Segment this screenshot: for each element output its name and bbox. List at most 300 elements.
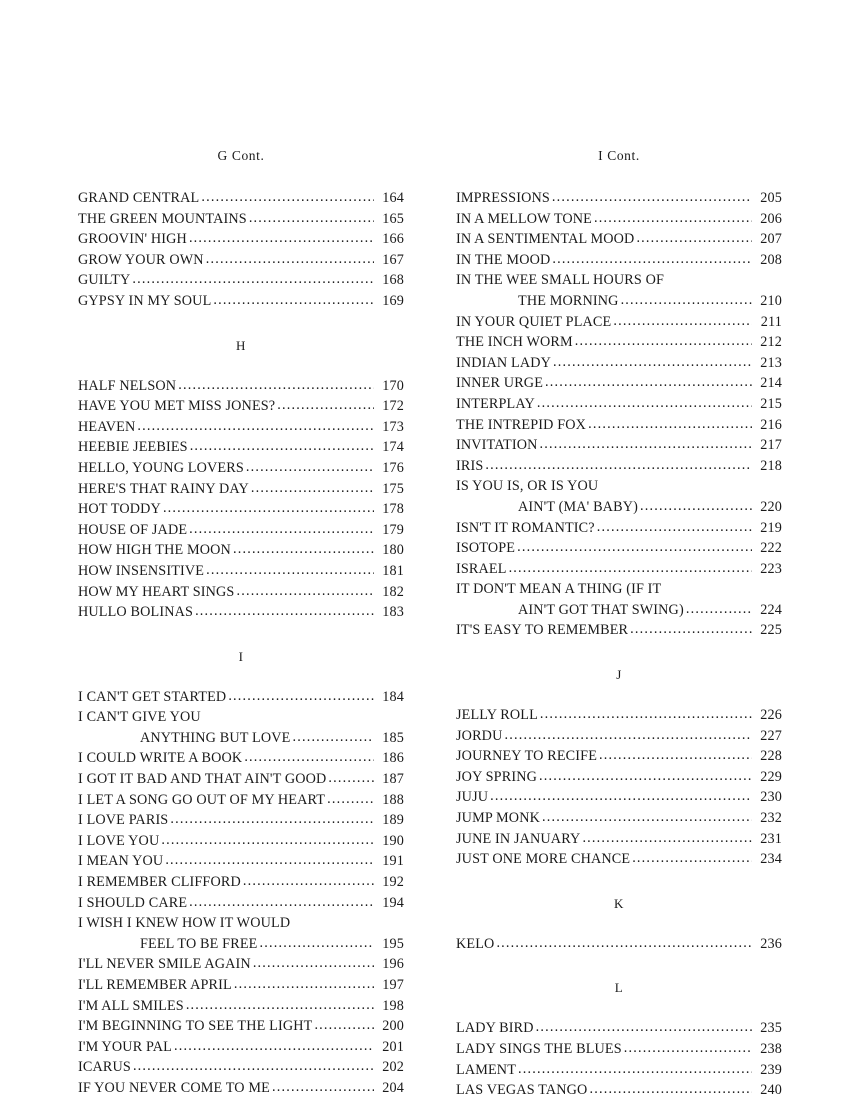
index-entry-page-number: 167 — [382, 251, 404, 268]
index-entry-title: I'M ALL SMILES — [78, 997, 184, 1014]
index-entry-title: IN THE MOOD — [456, 251, 551, 268]
index-entry[interactable] — [78, 851, 404, 872]
dot-leader — [624, 1038, 752, 1059]
index-entry-title: JORDU — [456, 727, 503, 744]
index-entry-list — [78, 376, 404, 623]
index-entry-page-number: 214 — [760, 375, 782, 392]
index-entry-list — [456, 934, 782, 955]
index-entry-title: JELLY ROLL — [456, 707, 538, 724]
index-entry-page-number: 194 — [382, 894, 404, 911]
index-entry-page-number: 176 — [382, 459, 404, 476]
index-entry-title: HELLO, YOUNG LOVERS — [78, 459, 244, 476]
index-entry-title: THE GREEN MOUNTAINS — [78, 210, 247, 227]
index-entry-page-number: 230 — [760, 789, 782, 806]
section-letter-heading: L — [614, 980, 624, 996]
dot-leader — [137, 416, 374, 437]
index-entry[interactable] — [78, 728, 404, 749]
index-entry-title: I'LL REMEMBER APRIL — [78, 977, 232, 993]
index-entry-page-number: 211 — [760, 313, 782, 330]
index-entry-title: ISN'T IT ROMANTIC? — [456, 519, 595, 536]
index-entry[interactable] — [456, 497, 782, 518]
index-entry-page-number: 219 — [760, 519, 782, 536]
dot-leader — [233, 539, 374, 560]
index-entry-page-number: 220 — [760, 498, 782, 515]
dot-leader — [599, 745, 752, 766]
index-column-right — [456, 148, 782, 1101]
dot-leader — [582, 828, 752, 849]
index-entry[interactable] — [456, 1080, 782, 1101]
column-body-left — [78, 188, 404, 1099]
dot-leader — [613, 311, 752, 332]
index-entry[interactable] — [456, 229, 782, 250]
index-entry[interactable] — [78, 831, 404, 852]
index-entry-title: I LOVE YOU — [78, 832, 160, 849]
index-entry-title: HEAVEN — [78, 418, 136, 435]
index-entry[interactable] — [456, 829, 782, 850]
index-entry-title: I'M YOUR PAL — [78, 1038, 172, 1055]
index-entry-title: JUNE IN JANUARY — [456, 830, 581, 847]
index-entry-title: INDIAN LADY — [456, 354, 552, 371]
index-entry-page-number: 192 — [382, 874, 404, 891]
section-letter-heading: H — [236, 337, 246, 353]
dot-leader — [253, 953, 374, 974]
index-entry-page-number: 228 — [760, 748, 782, 765]
index-entry-page-number: 217 — [760, 437, 782, 454]
index-entry-list — [78, 687, 404, 1099]
index-entry-title: THE INCH WORM — [456, 334, 573, 351]
index-entry-title: GUILTY — [78, 272, 131, 289]
index-entry-title: I'LL NEVER SMILE AGAIN — [78, 956, 251, 973]
dot-leader — [206, 249, 374, 270]
index-entry-title-wrap[interactable] — [456, 579, 782, 600]
index-entry-title: I'M BEGINNING TO SEE THE LIGHT — [78, 1018, 313, 1035]
index-entry-list — [456, 705, 782, 870]
index-entry-page-number: 185 — [382, 729, 404, 746]
dot-leader — [632, 848, 752, 869]
index-entry-list — [456, 1018, 782, 1100]
index-entry-title: LAS VEGAS TANGO — [456, 1082, 588, 1099]
index-entry[interactable] — [456, 746, 782, 767]
index-entry-title: LADY BIRD — [456, 1020, 534, 1037]
index-entry-title: IT DON'T MEAN A THING (IF IT — [456, 581, 662, 598]
dot-leader — [170, 809, 374, 830]
index-entry-title: ANYTHING BUT LOVE — [140, 729, 291, 746]
dot-leader — [244, 747, 374, 768]
index-entry-page-number: 223 — [760, 560, 782, 577]
index-entry-page-number: 226 — [760, 707, 782, 724]
index-columns — [78, 148, 786, 1101]
index-entry-title: JUJU — [456, 789, 489, 806]
index-entry-title: HEEBIE JEEBIES — [78, 439, 188, 456]
index-entry-page-number: 207 — [760, 231, 782, 248]
index-entry-page-number: 174 — [382, 439, 404, 456]
index-entry-title: HOW HIGH THE MOON — [78, 542, 231, 559]
index-entry[interactable] — [78, 602, 404, 623]
index-entry-page-number: 215 — [760, 395, 782, 412]
index-entry-title: AIN'T GOT THAT SWING) — [518, 601, 684, 618]
index-entry-title-wrap[interactable] — [78, 707, 404, 728]
index-entry-title: GROOVIN' HIGH — [78, 231, 187, 248]
index-entry-title: I CAN'T GIVE YOU — [78, 709, 201, 726]
dot-leader — [496, 933, 752, 954]
index-entry-page-number: 188 — [382, 791, 404, 808]
index-entry[interactable] — [456, 518, 782, 539]
dot-leader — [545, 372, 752, 393]
index-entry[interactable] — [456, 620, 782, 641]
dot-leader — [636, 228, 752, 249]
index-entry-page-number: 200 — [382, 1018, 404, 1035]
index-entry[interactable] — [456, 291, 782, 312]
index-entry-page-number: 189 — [382, 812, 404, 829]
index-entry-page-number: 213 — [760, 354, 782, 371]
index-entry[interactable] — [78, 417, 404, 438]
index-entry-title: LAMENT — [456, 1061, 517, 1078]
index-entry[interactable] — [78, 975, 404, 996]
index-entry[interactable] — [456, 373, 782, 394]
index-entry[interactable] — [78, 561, 404, 582]
index-entry[interactable] — [78, 954, 404, 975]
dot-leader — [540, 704, 752, 725]
index-entry[interactable] — [78, 250, 404, 271]
index-entry-page-number: 216 — [760, 416, 782, 433]
index-entry-page-number: 201 — [382, 1038, 404, 1055]
index-entry-title: IN THE WEE SMALL HOURS OF — [456, 272, 665, 289]
index-entry-title: JOURNEY TO RECIFE — [456, 748, 598, 765]
index-entry[interactable] — [78, 810, 404, 831]
index-entry-page-number: 224 — [760, 601, 782, 618]
column-body-right — [456, 188, 782, 1101]
index-entry-page-number: 190 — [382, 832, 404, 849]
index-entry-page-number: 231 — [760, 830, 782, 847]
index-entry-page-number: 173 — [382, 418, 404, 435]
dot-leader — [552, 249, 752, 270]
index-entry[interactable] — [456, 726, 782, 747]
dot-leader — [163, 498, 374, 519]
index-entry-page-number: 234 — [760, 851, 782, 868]
index-entry[interactable] — [456, 209, 782, 230]
index-entry[interactable] — [78, 1057, 404, 1078]
dot-leader — [249, 208, 374, 229]
index-entry-title-wrap[interactable] — [456, 270, 782, 291]
dot-leader — [640, 496, 752, 517]
index-entry-page-number: 195 — [382, 935, 404, 952]
index-entry-page-number: 172 — [382, 398, 404, 415]
index-entry-page-number: 184 — [382, 688, 404, 705]
index-entry[interactable] — [78, 1016, 404, 1037]
index-entry-title: HOT TODDY — [78, 501, 161, 518]
index-entry[interactable] — [78, 790, 404, 811]
index-entry-page-number: 198 — [382, 997, 404, 1014]
index-entry-page-number: 239 — [760, 1061, 782, 1078]
index-entry[interactable] — [456, 188, 782, 209]
index-entry-page-number: 179 — [382, 521, 404, 538]
index-entry[interactable] — [78, 893, 404, 914]
index-entry[interactable] — [78, 188, 404, 209]
index-entry-title: FEEL TO BE FREE — [140, 935, 258, 952]
index-entry-page-number: 180 — [382, 542, 404, 559]
index-entry-page-number: 187 — [382, 771, 404, 788]
index-entry-page-number: 181 — [382, 562, 404, 579]
dot-leader — [190, 436, 374, 457]
index-entry-title: KELO — [456, 935, 495, 952]
index-entry[interactable] — [456, 934, 782, 955]
section-letter-heading: J — [616, 667, 622, 683]
index-entry-page-number: 182 — [382, 583, 404, 600]
index-entry-title: GYPSY IN MY SOUL — [78, 292, 212, 309]
index-entry[interactable] — [78, 996, 404, 1017]
index-entry[interactable] — [456, 394, 782, 415]
index-entry-title: LADY SINGS THE BLUES — [456, 1041, 622, 1057]
index-entry-page-number: 165 — [382, 210, 404, 227]
index-entry[interactable] — [78, 437, 404, 458]
index-entry[interactable] — [78, 582, 404, 603]
index-entry-page-number: 197 — [382, 977, 404, 993]
index-column-left — [78, 148, 404, 1101]
index-entry[interactable] — [456, 808, 782, 829]
dot-leader — [621, 290, 752, 311]
index-entry[interactable] — [456, 538, 782, 559]
index-entry[interactable] — [456, 600, 782, 621]
index-entry-title: HULLO BOLINAS — [78, 604, 194, 621]
dot-leader — [589, 1079, 752, 1100]
index-entry[interactable] — [78, 291, 404, 312]
dot-leader — [552, 187, 752, 208]
index-entry-title: I CAN'T GET STARTED — [78, 688, 227, 705]
index-entry-page-number: 238 — [760, 1041, 782, 1057]
index-entry[interactable] — [78, 479, 404, 500]
index-entry-title: ISRAEL — [456, 560, 507, 577]
index-entry-title: JUMP MONK — [456, 810, 540, 827]
index-entry-title: INVITATION — [456, 437, 538, 454]
index-entry-page-number: 210 — [760, 292, 782, 309]
index-entry-page-number: 225 — [760, 622, 782, 639]
index-entry[interactable] — [456, 250, 782, 271]
dot-leader — [537, 393, 752, 414]
index-entry-title: I WISH I KNEW HOW IT WOULD — [78, 915, 291, 932]
index-entry-list — [78, 188, 404, 312]
dot-leader — [189, 228, 374, 249]
index-entry-page-number: 235 — [760, 1020, 782, 1037]
index-entry[interactable] — [456, 849, 782, 870]
dot-leader — [243, 871, 374, 892]
index-entry[interactable] — [78, 1037, 404, 1058]
index-entry-page-number: 191 — [382, 853, 404, 870]
dot-leader — [536, 1017, 752, 1038]
index-entry-page-number: 168 — [382, 272, 404, 289]
dot-leader — [553, 352, 752, 373]
index-entry-page-number: 166 — [382, 231, 404, 248]
index-entry[interactable] — [78, 1078, 404, 1099]
index-entry-title: HOW INSENSITIVE — [78, 562, 205, 579]
dot-leader — [518, 1059, 752, 1080]
index-entry[interactable] — [456, 787, 782, 808]
index-entry[interactable] — [456, 559, 782, 580]
index-entry-page-number: 205 — [760, 190, 782, 206]
index-entry-title: IN A SENTIMENTAL MOOD — [456, 231, 635, 248]
dot-leader — [594, 208, 752, 229]
index-entry-title: HOW MY HEART SINGS — [78, 583, 235, 600]
index-entry-title: ICARUS — [78, 1059, 131, 1076]
dot-leader — [174, 1036, 374, 1057]
dot-leader — [228, 686, 374, 707]
dot-leader — [132, 269, 374, 290]
index-entry-title: HALF NELSON — [78, 377, 177, 394]
index-entry-title: THE INTREPID FOX — [456, 416, 587, 433]
index-entry-page-number: 178 — [382, 501, 404, 518]
index-entry[interactable] — [456, 1039, 782, 1060]
index-entry-title: I LET A SONG GO OUT OF MY HEART — [78, 791, 326, 808]
index-entry-title: IN YOUR QUIET PLACE — [456, 313, 612, 330]
dot-leader — [630, 619, 752, 640]
index-entry[interactable] — [456, 312, 782, 333]
index-entry-title: ISOTOPE — [456, 540, 516, 557]
index-entry-title-wrap[interactable] — [456, 476, 782, 497]
index-entry-page-number: 175 — [382, 480, 404, 497]
index-entry-title: GROW YOUR OWN — [78, 251, 204, 268]
dot-leader — [327, 789, 374, 810]
index-entry-title: I GOT IT BAD AND THAT AIN'T GOOD — [78, 771, 327, 788]
index-entry-page-number: 164 — [382, 190, 404, 206]
dot-leader — [328, 768, 374, 789]
index-entry[interactable] — [456, 332, 782, 353]
index-entry[interactable] — [456, 1018, 782, 1039]
index-entry[interactable] — [456, 456, 782, 477]
dot-leader — [588, 414, 752, 435]
dot-leader — [165, 850, 374, 871]
index-entry-title: I REMEMBER CLIFFORD — [78, 874, 241, 891]
index-entry[interactable] — [78, 769, 404, 790]
index-entry[interactable] — [456, 435, 782, 456]
index-entry-title: IF YOU NEVER COME TO ME — [78, 1079, 270, 1096]
dot-leader — [542, 807, 752, 828]
dot-leader — [189, 519, 374, 540]
dot-leader — [485, 455, 752, 476]
dot-leader — [251, 478, 374, 499]
index-entry[interactable] — [78, 934, 404, 955]
index-entry-page-number: 229 — [760, 768, 782, 785]
index-entry-title: HERE'S THAT RAINY DAY — [78, 480, 249, 497]
index-entry-page-number: 206 — [760, 210, 782, 227]
dot-leader — [133, 1056, 374, 1077]
dot-leader — [186, 995, 374, 1016]
index-entry[interactable] — [456, 705, 782, 726]
dot-leader — [259, 933, 374, 954]
index-entry-title: HOUSE OF JADE — [78, 521, 188, 538]
index-entry-title: IRIS — [456, 457, 484, 474]
index-entry[interactable] — [78, 270, 404, 291]
index-entry[interactable] — [78, 872, 404, 893]
section-letter-heading: K — [614, 895, 624, 911]
dot-leader — [314, 1015, 374, 1036]
index-entry-title: INNER URGE — [456, 375, 544, 392]
dot-leader — [246, 457, 374, 478]
index-entry-list — [456, 188, 782, 641]
index-entry-title: I COULD WRITE A BOOK — [78, 750, 243, 767]
index-entry-title: JOY SPRING — [456, 768, 537, 785]
index-entry[interactable] — [78, 209, 404, 230]
dot-leader — [272, 1077, 374, 1098]
dot-leader — [539, 766, 752, 787]
index-entry-title: IS YOU IS, OR IS YOU — [456, 478, 599, 495]
section-letter-heading: I — [238, 648, 244, 664]
index-entry-page-number: 222 — [760, 540, 782, 557]
index-entry-title: I SHOULD CARE — [78, 894, 188, 911]
index-entry-page-number: 208 — [760, 251, 782, 268]
dot-leader — [206, 560, 374, 581]
index-entry-page-number: 186 — [382, 750, 404, 767]
dot-leader — [201, 187, 374, 208]
index-entry-title: THE MORNING — [518, 292, 619, 309]
dot-leader — [213, 290, 374, 311]
index-entry-title: I MEAN YOU — [78, 853, 164, 870]
index-entry-title: JUST ONE MORE CHANCE — [456, 851, 631, 868]
index-entry-title: AIN'T (MA' BABY) — [518, 498, 638, 515]
index-entry[interactable] — [78, 229, 404, 250]
index-entry-page-number: 218 — [760, 457, 782, 474]
dot-leader — [509, 558, 752, 579]
index-entry-title: INTERPLAY — [456, 395, 535, 412]
index-entry-title: I LOVE PARIS — [78, 812, 169, 829]
dot-leader — [575, 331, 752, 352]
index-entry-page-number: 227 — [760, 727, 782, 744]
column-header-left: G Cont. — [217, 148, 265, 163]
dot-leader — [189, 892, 374, 913]
column-header-right: I Cont. — [598, 148, 640, 163]
dot-leader — [517, 537, 752, 558]
index-entry-title: IT'S EASY TO REMEMBER — [456, 622, 629, 639]
index-entry-page-number: 236 — [760, 935, 782, 952]
index-entry-page-number: 196 — [382, 956, 404, 973]
index-entry-title-wrap[interactable] — [78, 913, 404, 934]
index-entry-page-number: 170 — [382, 377, 404, 394]
index-entry-page-number: 202 — [382, 1059, 404, 1076]
dot-leader — [686, 599, 752, 620]
index-entry[interactable] — [456, 1060, 782, 1081]
index-entry[interactable] — [78, 748, 404, 769]
index-entry-title: HAVE YOU MET MISS JONES? — [78, 398, 276, 415]
index-entry[interactable] — [78, 499, 404, 520]
index-entry-page-number: 204 — [382, 1079, 404, 1096]
index-entry[interactable] — [78, 458, 404, 479]
dot-leader — [277, 395, 374, 416]
index-entry[interactable] — [78, 376, 404, 397]
index-entry[interactable] — [78, 687, 404, 708]
index-entry[interactable] — [78, 396, 404, 417]
dot-leader — [236, 581, 374, 602]
index-entry[interactable] — [78, 540, 404, 561]
dot-leader — [597, 517, 752, 538]
index-entry[interactable] — [78, 520, 404, 541]
dot-leader — [234, 974, 374, 995]
index-entry-page-number: 169 — [382, 292, 404, 309]
index-entry-page-number: 183 — [382, 604, 404, 621]
dot-leader — [490, 786, 752, 807]
index-entry[interactable] — [456, 353, 782, 374]
dot-leader — [161, 830, 374, 851]
dot-leader — [292, 727, 374, 748]
dot-leader — [504, 725, 752, 746]
index-entry-page-number: 212 — [760, 334, 782, 351]
index-entry-title: GRAND CENTRAL — [78, 190, 200, 206]
index-entry-title: IN A MELLOW TONE — [456, 210, 592, 227]
index-entry-page-number: 232 — [760, 810, 782, 827]
index-entry-page-number: 240 — [760, 1082, 782, 1099]
dot-leader — [195, 601, 374, 622]
index-entry-title: IMPRESSIONS — [456, 190, 550, 206]
dot-leader — [178, 375, 374, 396]
index-entry[interactable] — [456, 767, 782, 788]
index-entry[interactable] — [456, 415, 782, 436]
